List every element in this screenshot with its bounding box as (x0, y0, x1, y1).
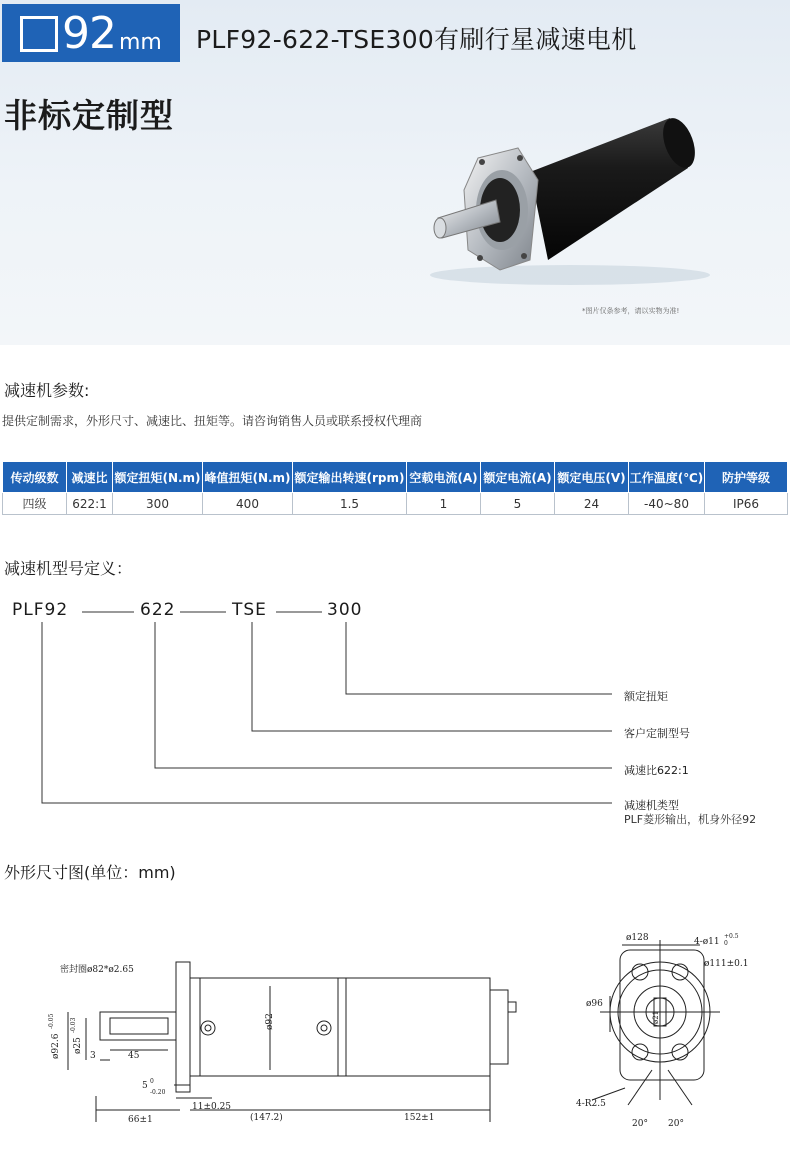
dimensions-title: 外形尺寸图(单位：mm) (4, 863, 176, 882)
cell-stages: 四级 (3, 493, 67, 515)
code-torque: 300 (327, 600, 363, 620)
cell-output-speed: 1.5 (293, 493, 407, 515)
square-icon (20, 16, 58, 52)
product-subtitle: 非标定制型 (4, 96, 174, 135)
dim-d1-tol: -0.05 (48, 1013, 55, 1029)
label-ratio: 减速比622:1 (624, 764, 689, 777)
cell-noload-current: 1 (407, 493, 481, 515)
cell-peak-torque: 400 (203, 493, 293, 515)
label-rated-torque: 额定扭矩 (624, 690, 668, 703)
params-title: 减速机参数: (4, 381, 90, 400)
cell-protection: IP66 (705, 493, 788, 515)
dim-flange-tol: -0.20 (150, 1089, 166, 1096)
dim-flange-tol-up: 0 (150, 1078, 154, 1085)
label-custom-model: 客户定制型号 (624, 727, 690, 740)
model-connector-lines (0, 590, 790, 820)
dim-front-holes-tol: +0.5 (724, 933, 739, 940)
code-ratio: 622 (140, 600, 176, 620)
dim-d2-tol: -0.03 (70, 1017, 77, 1033)
col-protection: 防护等级 (705, 462, 788, 493)
col-stages: 传动级数 (3, 462, 67, 493)
dim-gear-len: (147.2) (250, 1113, 283, 1123)
dim-seal: 密封圈ø82*ø2.65 (60, 965, 134, 975)
label-reducer-type: 减速机类型 (624, 799, 679, 812)
dim-front-inner: ø21 (652, 1010, 660, 1024)
dim-key-off: 3 (90, 1051, 96, 1061)
dim-d2: ø25 (73, 1037, 83, 1054)
table-row (3, 493, 788, 515)
cell-rated-current: 5 (481, 493, 555, 515)
col-temperature: 工作温度(℃) (629, 462, 705, 493)
dim-motor-len: 152±1 (404, 1113, 435, 1123)
cell-rated-torque: 300 (113, 493, 203, 515)
hero-banner (0, 0, 790, 345)
dim-body-dia: ø92 (265, 1013, 275, 1030)
dim-front-radius: 4-R2.5 (576, 1099, 606, 1109)
col-rated-current: 额定电流(A) (481, 462, 555, 493)
col-output-speed: 额定输出转速(rpm) (293, 462, 407, 493)
code-type: PLF92 (12, 600, 69, 620)
dim-front-angle1: 20° (632, 1119, 648, 1129)
dimension-drawing (0, 900, 790, 1140)
dim-front-d96: ø96 (586, 999, 603, 1009)
params-description: 提供定制需求，外形尺寸、减速比、扭矩等。请咨询销售人员或联系授权代理商 (2, 414, 423, 428)
dim-d1: ø92.6 (51, 1033, 61, 1059)
image-note: *图片仅条参考，请以实物为准! (582, 307, 680, 315)
col-noload-current: 空载电流(A) (407, 462, 481, 493)
motor-image (420, 110, 720, 290)
cell-rated-voltage: 24 (555, 493, 629, 515)
dim-front-holes: 4-ø11 (694, 937, 720, 947)
dim-front-pcd: ø111±0.1 (704, 959, 749, 969)
label-reducer-type-sub: PLF菱形输出，机身外径92 (624, 813, 757, 826)
dim-gap: 11±0.25 (192, 1102, 232, 1112)
model-title: 减速机型号定义： (4, 559, 133, 578)
size-unit: mm (119, 30, 162, 55)
params-table (2, 461, 788, 515)
cell-temperature: -40~80 (629, 493, 705, 515)
dim-front-holes-tol2: 0 (724, 940, 728, 947)
col-rated-voltage: 额定电压(V) (555, 462, 629, 493)
size-badge (2, 4, 180, 62)
col-ratio: 减速比 (67, 462, 113, 493)
col-rated-torque: 额定扭矩(N.m) (113, 462, 203, 493)
code-custom: TSE (232, 600, 267, 620)
col-peak-torque: 峰值扭矩(N.m) (203, 462, 293, 493)
dim-flange: 5 (142, 1081, 148, 1091)
dim-front-d128: ø128 (626, 933, 649, 943)
dim-front-angle2: 20° (668, 1119, 684, 1129)
product-title: PLF92-622-TSE300有刷行星减速电机 (196, 25, 637, 54)
table-header-row (3, 462, 788, 493)
cell-ratio: 622:1 (67, 493, 113, 515)
dim-key-len: 45 (128, 1051, 140, 1061)
dim-shaft-len: 66±1 (128, 1115, 153, 1125)
size-number: 92 (62, 8, 116, 59)
